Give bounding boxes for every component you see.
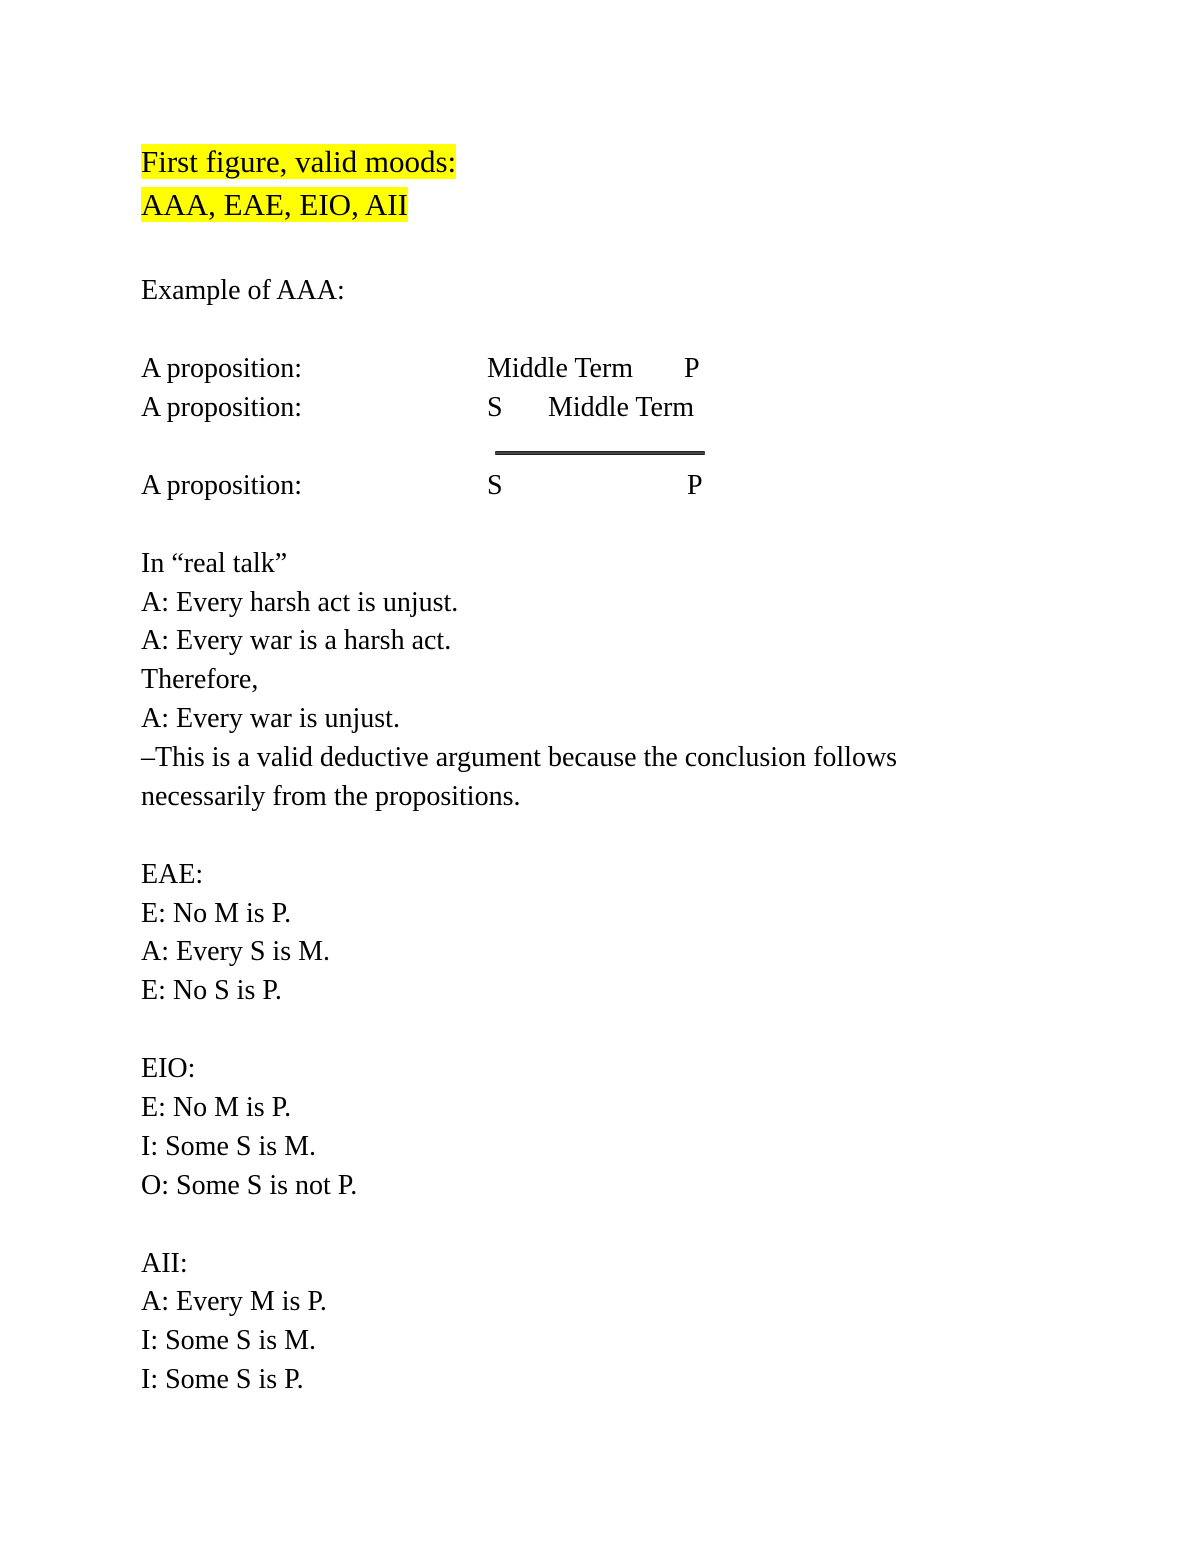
aaa-row-2-prop: A proposition: [141, 392, 303, 423]
eae-line-1: E: No M is P. [141, 898, 292, 929]
eio-label: EIO: [141, 1053, 196, 1084]
real-talk-label: In “real talk” [141, 548, 288, 579]
eio-line-3: O: Some S is not P. [141, 1170, 358, 1201]
aaa-row-1-first: Middle Term [487, 353, 634, 384]
real-talk-note-line-1: –This is a valid deductive argument because the conclusion follows [141, 742, 898, 773]
heading-highlight-1: First figure, valid moods: [141, 144, 457, 179]
real-talk-premise-1: A: Every harsh act is unjust. [141, 587, 459, 618]
eio-line-2: I: Some S is M. [141, 1131, 317, 1162]
aii-line-3: I: Some S is P. [141, 1364, 304, 1395]
aaa-row-3-second: P [687, 470, 703, 501]
aaa-row-1-prop: A proposition: [141, 353, 303, 384]
heading-line-2 [141, 184, 408, 226]
heading-line-1 [141, 141, 456, 183]
conclusion-divider-line [495, 451, 705, 455]
eae-label: EAE: [141, 859, 204, 890]
eae-line-3: E: No S is P. [141, 975, 282, 1006]
heading-highlight-2: AAA, EAE, EIO, AII [141, 187, 408, 222]
aii-line-1: A: Every M is P. [141, 1286, 327, 1317]
aii-line-2: I: Some S is M. [141, 1325, 317, 1356]
aaa-example-label: Example of AAA: [141, 275, 345, 306]
real-talk-conclusion: A: Every war is unjust. [141, 703, 400, 734]
aaa-row-1-second: P [684, 353, 700, 384]
aaa-row-2-second: Middle Term [548, 392, 695, 423]
aaa-row-2-first: S [487, 392, 503, 423]
eio-line-1: E: No M is P. [141, 1092, 292, 1123]
real-talk-therefore: Therefore, [141, 664, 259, 695]
real-talk-premise-2: A: Every war is a harsh act. [141, 625, 452, 656]
real-talk-note-line-2: necessarily from the propositions. [141, 781, 521, 812]
eae-line-2: A: Every S is M. [141, 936, 330, 967]
aaa-row-3-first: S [487, 470, 503, 501]
aaa-row-3-prop: A proposition: [141, 470, 303, 501]
aii-label: AII: [141, 1248, 188, 1279]
